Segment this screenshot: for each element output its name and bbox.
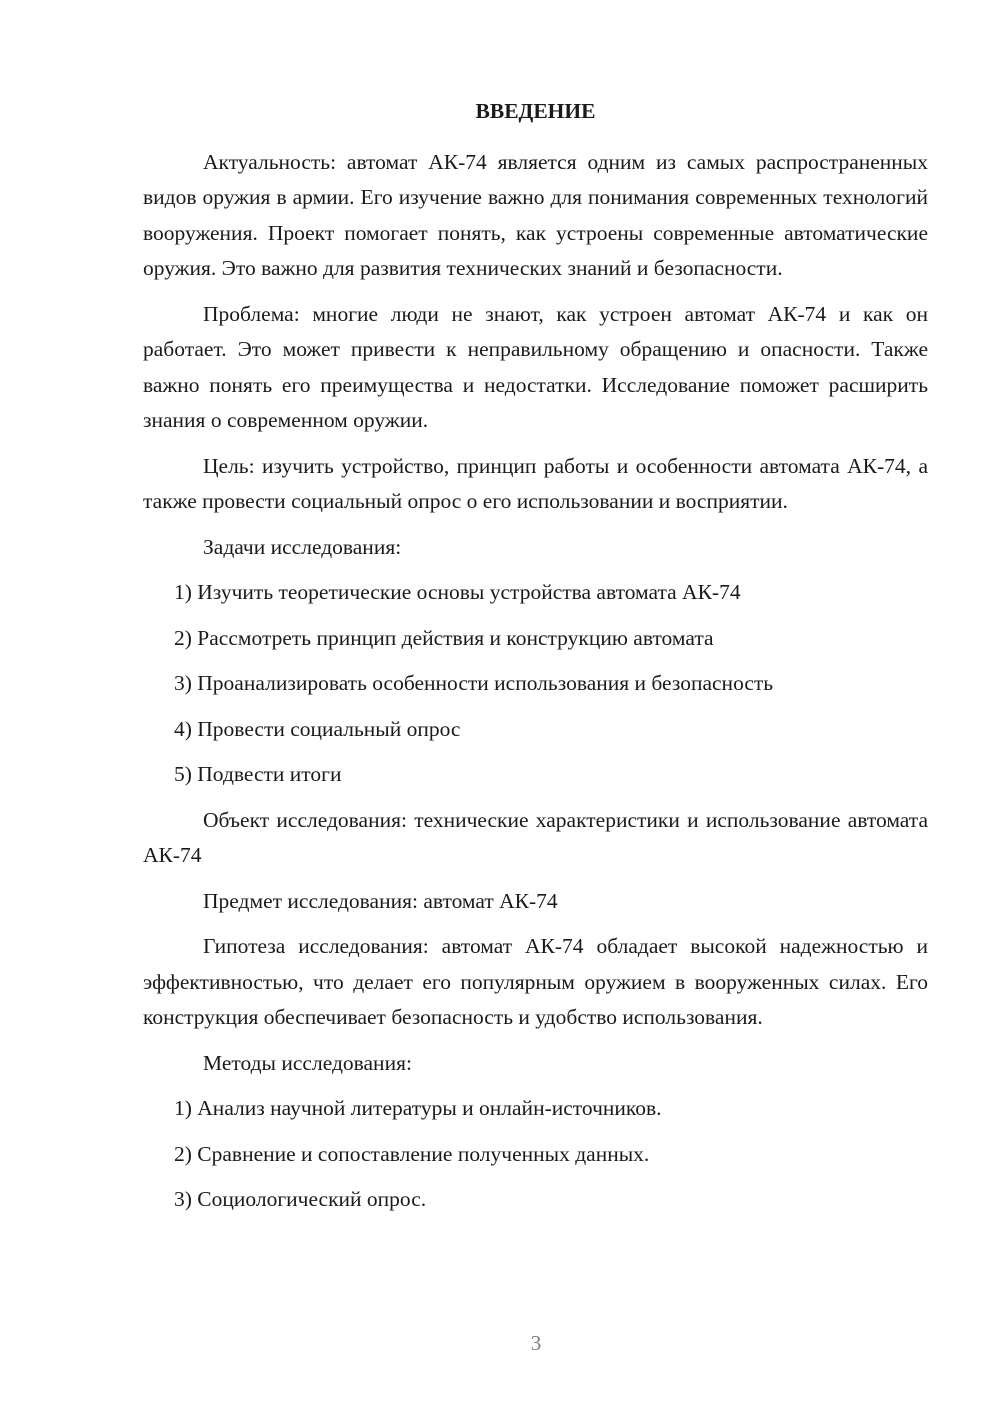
task-item: 1) Изучить теоретические основы устройства автомата АК-74 [174, 580, 741, 604]
task-item: 4) Провести социальный опрос [174, 716, 461, 741]
method-item: 1) Анализ научной литературы и онлайн-источников. [174, 1096, 662, 1120]
page-number: 3 [530, 1331, 542, 1355]
object-paragraph: Объект исследования: технические характеристики и использование автомата АК-74 [143, 807, 928, 867]
document-body [143, 94, 928, 1228]
problem-paragraph: Проблема: многие люди не знают, как устроен автомат АК-74 и как он работает. Это может привести к неправильному обращению и опасности. Также важно понять его преимущества и недостатки. Исследование поможет расширить знания о современном оружии. [143, 301, 928, 432]
method-item: 3) Социологический опрос. [174, 1187, 427, 1211]
task-item: 5) Подвести итоги [174, 762, 342, 786]
subject-paragraph: Предмет исследования: автомат АК-74 [203, 888, 558, 913]
task-item: 3) Проанализировать особенности использования и безопасность [174, 671, 774, 695]
hypothesis-paragraph: Гипотеза исследования: автомат АК-74 обладает высокой надежностью и эффективностью, что делает его популярным оружием в вооруженных силах. Его конструкция обеспечивает безопасность и удобство использования. [143, 934, 928, 1029]
methods-heading: Методы исследования: [203, 1050, 412, 1075]
methods-list [143, 1091, 928, 1218]
tasks-list [143, 575, 928, 793]
method-item: 2) Сравнение и сопоставление полученных данных. [174, 1141, 650, 1166]
section-title: ВВЕДЕНИЕ [475, 99, 596, 123]
goal-paragraph: Цель: изучить устройство, принцип работы и особенности автомата АК-74, а также провести социальный опрос о его использовании и восприятии. [143, 453, 928, 513]
relevance-paragraph: Актуальность: автомат АК-74 является одним из самых распространенных видов оружия в армии. Его изучение важно для понимания современных технологий вооружения. Проект помогает понять, как устроены современные автоматические оружия. Это важно для развития технических знаний и безопасности. [143, 149, 928, 280]
tasks-heading: Задачи исследования: [203, 534, 402, 559]
task-item: 2) Рассмотреть принцип действия и конструкцию автомата [174, 625, 714, 650]
